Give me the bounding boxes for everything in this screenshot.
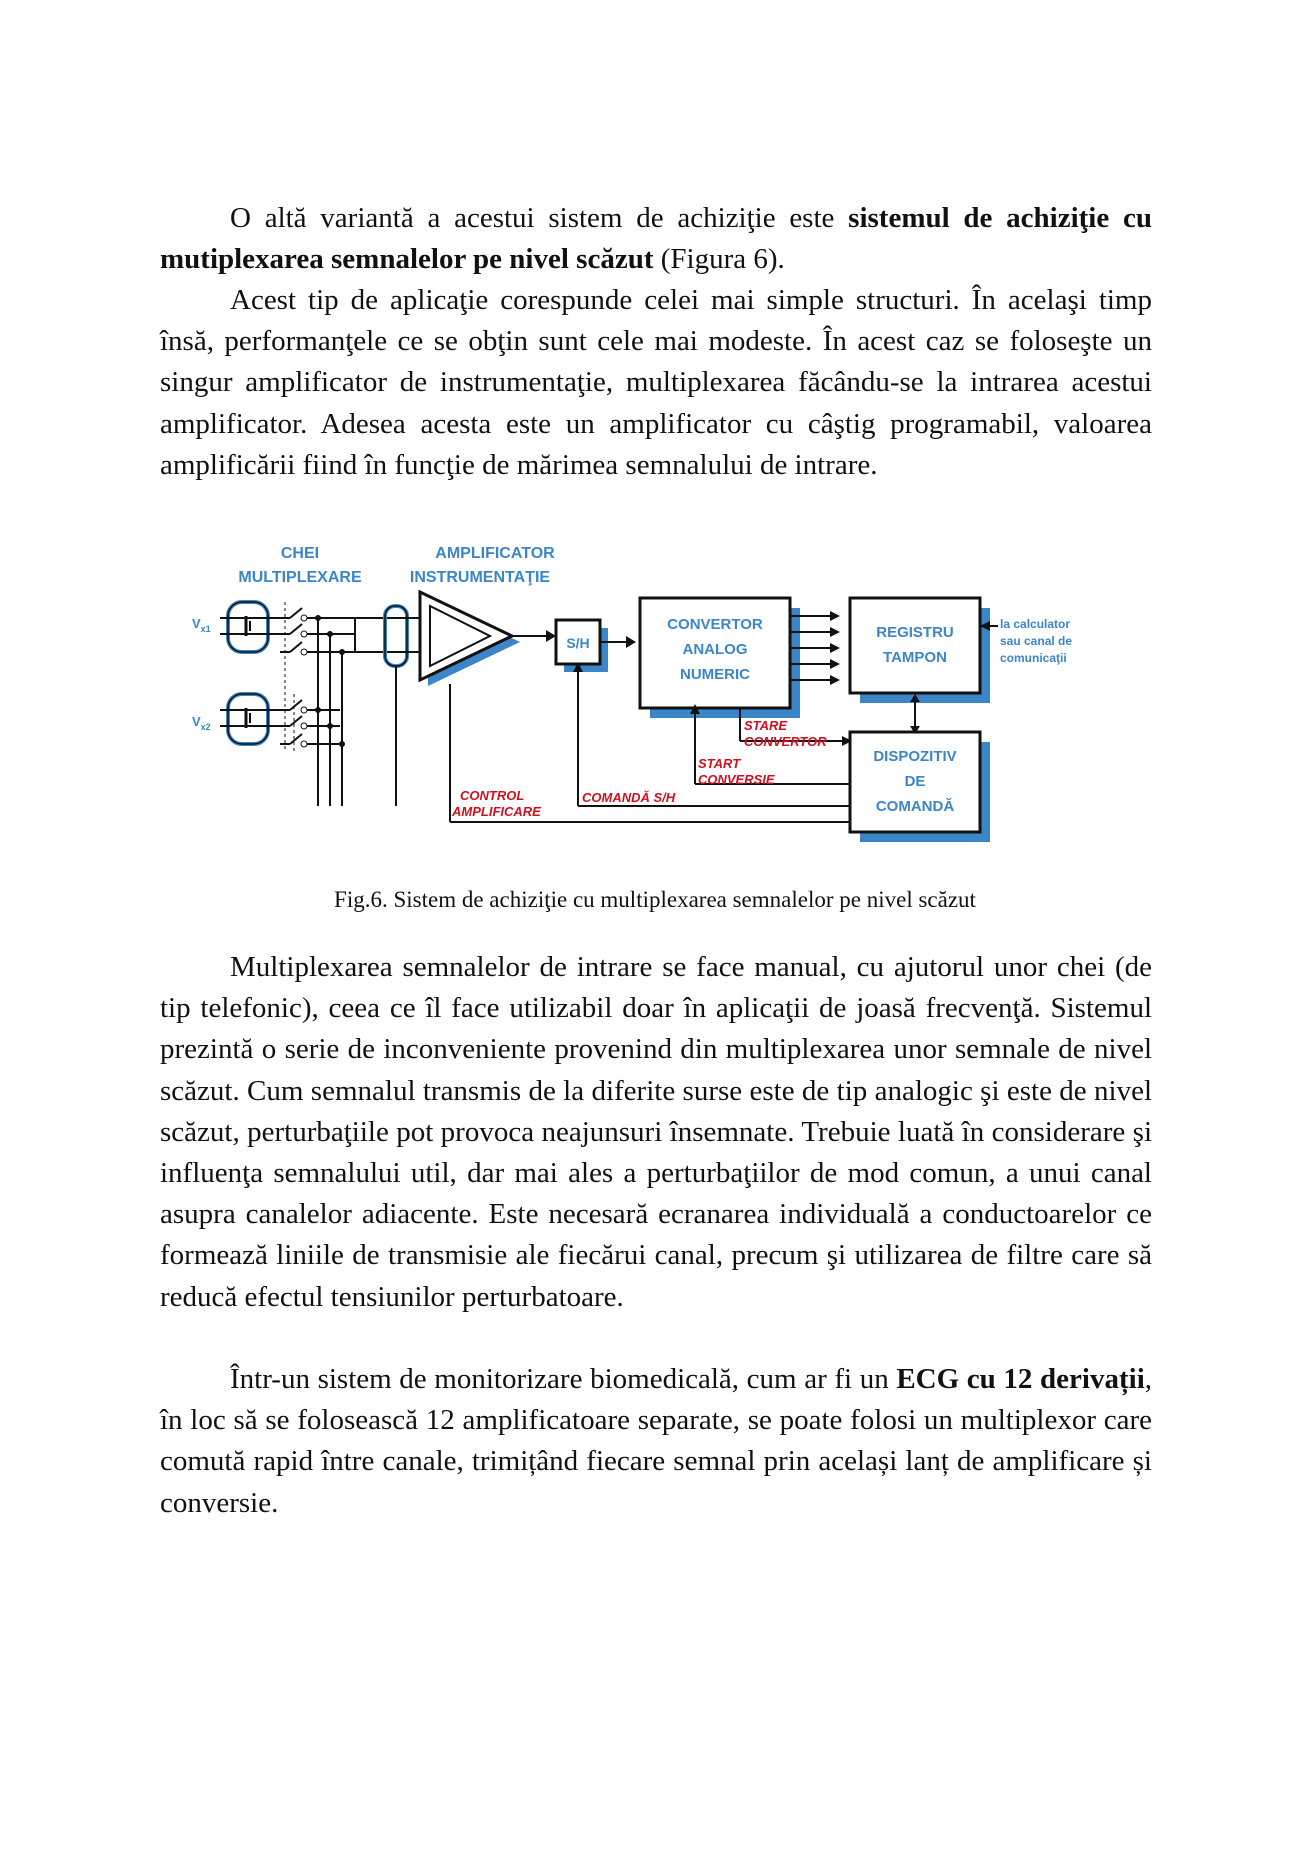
- p1-figure-ref: (Figura 6).: [653, 243, 785, 276]
- control-line2: AMPLIFICARE: [452, 804, 541, 819]
- p4-bold-term: ECG cu 12 derivații: [896, 1363, 1145, 1395]
- multiplexer-switches: [280, 602, 307, 751]
- comanda-sh-label: COMANDĂ S/H: [582, 790, 676, 805]
- p1-bold-term: sistemul de achiziţie cu mutiplexarea semnalelor pe nivel scăzut: [160, 202, 1152, 276]
- paragraph-ecg-example: [160, 1359, 1152, 1524]
- calc-line2: sau canal de: [1000, 634, 1073, 648]
- stare-line1: STARE: [744, 718, 788, 733]
- label-multiplexare: MULTIPLEXARE: [238, 569, 362, 586]
- sh-label: S/H: [566, 635, 590, 651]
- figure-caption: Fig.6. Sistem de achiziţie cu multiplexarea semnalelor pe nivel scăzut: [334, 887, 976, 912]
- calc-line3: comunicaţii: [1000, 651, 1067, 665]
- label-chei: CHEI: [280, 545, 320, 562]
- label-instrumentatie: INSTRUMENTAŢIE: [409, 569, 551, 586]
- amp-input-shield: [385, 606, 420, 806]
- paragraph-intro: [160, 198, 1152, 280]
- registru-line2: TAMPON: [883, 649, 947, 666]
- control-device-block: [850, 732, 990, 842]
- sample-hold-block: [556, 620, 608, 672]
- dispozitiv-line1: DISPOZITIV: [873, 748, 957, 765]
- block-diagram: [190, 536, 1073, 856]
- start-line1: START: [698, 756, 741, 771]
- adc-block: [640, 598, 800, 718]
- convertor-line1: CONVERTOR: [667, 616, 763, 633]
- label-vx1: $V_{x1}$: [192, 616, 211, 634]
- dispozitiv-line3: COMANDĂ: [875, 798, 955, 815]
- p4-text-end: , în loc să se folosească 12 amplificatoare separate, se poate folosi un multiplexor care comută rapid între canale, trimițând fiecare semnal prin același lanț de amplificare și conversie.: [160, 1363, 1153, 1519]
- convertor-line2: ANALOG: [682, 641, 748, 658]
- registru-line1: REGISTRU: [876, 624, 954, 641]
- input-shield-ch2: [220, 694, 280, 744]
- start-line2: CONVERSIE: [698, 772, 775, 787]
- calc-line1: la calculator: [1000, 617, 1071, 631]
- label-vx2: $V_{x2}$: [192, 714, 211, 732]
- convertor-line3: NUMERIC: [680, 666, 750, 683]
- paragraph-application: Acest tip de aplicaţie corespunde celei mai simple structuri. În acelaşi timp însă, performanţele ce se obţin sunt cele mai modeste. În acest caz se foloseşte un singur amplificator de instrumentaţie, multiplexarea făcându-se la intrarea acestui amplificator. Adesea acesta este un amplificator cu câştig programabil, valoarea amplificării fiind în funcţie de mărimea semnalului de intrare.: [160, 284, 1152, 481]
- control-line1: CONTROL: [460, 788, 525, 803]
- paragraph-multiplexing: Multiplexarea semnalelor de intrare se face manual, cu ajutorul unor chei (de tip telefonic), ceea ce îl face utilizabil doar în aplicaţii de joasă frecvenţă. Sistemul prezintă o serie de inconveniente provenind din multiplexarea unor semnale de nivel scăzut. Cum semnalul transmis de la diferite surse este de tip analogic şi este de nivel scăzut, perturbaţiile pot provoca neajunsuri însemnate. Trebuie luată în considerare şi influenţa semnalului util, dar mai ales a perturbaţiilor de mod comun, a unui canal asupra canalelor adiacente. Este necesară ecranarea individuală a conductoarelor ce formează liniile de transmisie ale fiecărui canal, precum şi utilizarea de filtre care să reducă efectul tensiunilor perturbatoare.: [160, 951, 1152, 1313]
- label-amplificator: AMPLIFICATOR: [435, 545, 555, 562]
- dispozitiv-line2: DE: [904, 773, 926, 790]
- p1-text: O altă variantă a acestui sistem de achiziţie este: [230, 202, 849, 234]
- p4-text: Într-un sistem de monitorizare biomedicală, cum ar fi un: [230, 1363, 897, 1395]
- stare-line2: CONVERTOR: [744, 734, 827, 749]
- register-block: [850, 598, 990, 703]
- input-shield-ch1: [220, 602, 280, 652]
- instrumentation-amplifier: [420, 592, 520, 806]
